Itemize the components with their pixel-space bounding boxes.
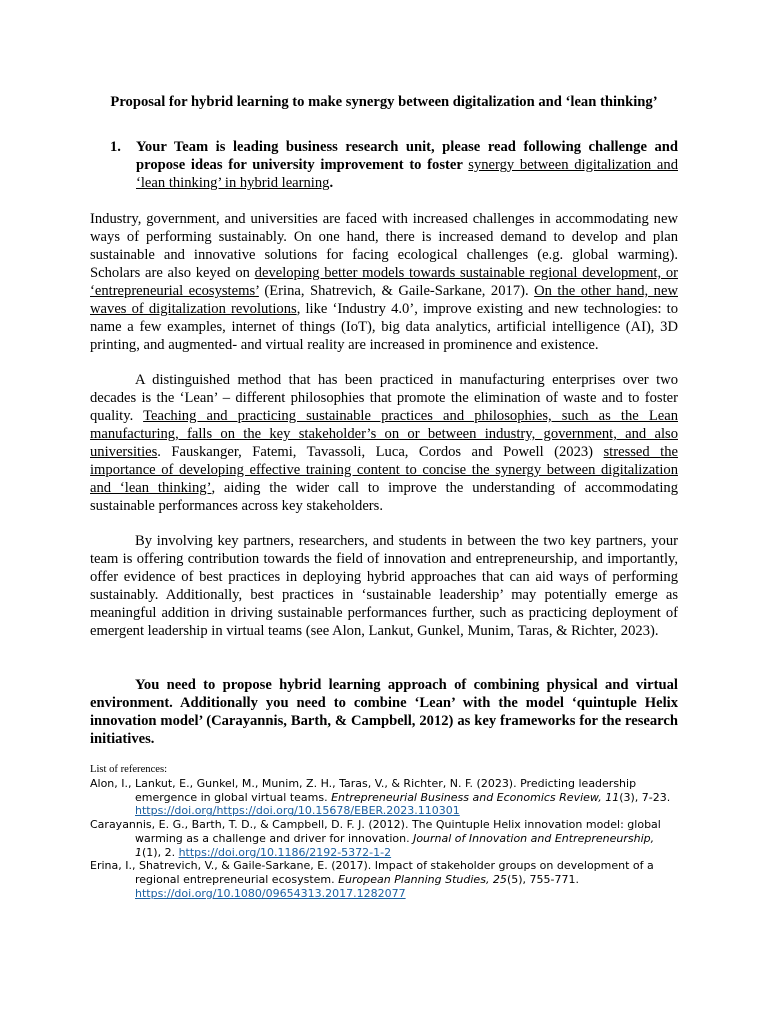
reference-journal: Entrepreneurial Business and Economics Review: [331, 790, 599, 804]
reference-item: [90, 777, 680, 818]
paragraph-4-instruction: [90, 676, 678, 748]
reference-pages: (1), 2.: [142, 845, 179, 859]
reference-item: [90, 859, 680, 900]
reference-journal: European Planning Studies: [338, 872, 486, 886]
reference-link[interactable]: https://doi.org/10.1186/2192-5372-1-2: [178, 845, 392, 859]
paragraph-2: [90, 371, 678, 515]
task-text-main: Your Team is leading business research unit, please read following challenge and propose ideas for university improvement to foster: [136, 139, 678, 173]
reference-text: Carayannis, E. G., Barth, T. D., & Campbell, D. F. J. (2012). The Quintuple Helix innovation model: global warming as a challenge and driver for innovation.: [90, 818, 661, 845]
task-item: [110, 138, 678, 192]
reference-link[interactable]: https://doi.org/https://doi.org/10.15678/EBER.2023.110301: [135, 804, 460, 818]
p1-u1: developing better models towards sustainable regional development, or ‘entrepreneurial ecosystems’: [90, 265, 679, 299]
task-number: 1.: [110, 139, 121, 155]
p2-s3: , aiding the wider call to improve the understanding of accommodating sustainable performances across key stakeholders.: [90, 480, 678, 514]
task-end: .: [329, 175, 334, 191]
reference-text: Alon, I., Lankut, E., Gunkel, M., Munim, Z. H., Taras, V., & Richter, N. F. (2023). Predicting leadership emergence in global virtual teams.: [90, 777, 637, 804]
reference-link[interactable]: https://doi.org/10.1080/09654313.2017.1282077: [135, 886, 406, 900]
p1-u2: On the other hand, new waves of digitalization revolutions: [90, 283, 678, 317]
reference-item: [90, 818, 680, 859]
paragraph-1: [90, 210, 678, 354]
document-title: Proposal for hybrid learning to make synergy between digitalization and ‘lean thinking’: [110, 94, 658, 110]
p1-s1: Industry, government, and universities are faced with increased challenges in accommodating new ways of performing sustainably. On one hand, there is increased demand to develop and plan sustainable and innovative solutions for facing ecological challenges (e.g. global warming). Scholars are also keyed on: [90, 211, 678, 281]
references-heading: List of references:: [90, 764, 168, 775]
reference-volume: , 1: [135, 831, 655, 859]
task-text: [136, 138, 678, 192]
reference-pages: (3), 7-23.: [619, 790, 671, 804]
paragraph-3: [90, 532, 678, 640]
p1-s3: , like ‘Industry 4.0’, improve existing and new technologies: to name a few examples, internet of things (IoT), big data analytics, artificial intelligence (AI), 3D printing, and augmented- and virtual reality are increased in prominence and existence.: [90, 301, 679, 353]
p1-s2: (Erina, Shatrevich, & Gaile-Sarkane, 2017).: [258, 283, 535, 299]
p4-text: You need to propose hybrid learning approach of combining physical and virtual environment. Additionally you need to combine ‘Lean’ with the model ‘quintuple Helix innovation model’ (Carayannis, Barth, & Campbell, 2012) as key frameworks for the research initiatives.: [90, 677, 678, 747]
reference-text: Erina, I., Shatrevich, V., & Gaile-Sarkane, E. (2017). Impact of stakeholder groups on development of a regional entrepreneurial ecosystem.: [90, 859, 654, 886]
p2-u2: stressed the importance of developing effective training content to concise the synergy between digitalization and ‘lean thinking’: [90, 444, 679, 496]
reference-volume: , 11: [598, 790, 620, 804]
reference-journal: Journal of Innovation and Entrepreneurship: [413, 831, 651, 845]
reference-pages: (5), 755-771.: [506, 872, 579, 886]
p3-text: By involving key partners, researchers, and students in between the two key partners, your team is offering contribution towards the field of innovation and entrepreneurship, and importantly, offer evidence of best practices in deploying hybrid approaches that can aid ways of performing sustainably. Additionally, best practices in ‘sustainable leadership’ may potentially emerge as meaningful addition in driving sustainable performances further, such as practicing deployment of emergent leadership in virtual teams (see Alon, Lankut, Gunkel, Munim, Taras, & Richter, 2023).: [90, 533, 678, 639]
task-underlined: synergy between digitalization and ‘lean thinking’ in hybrid learning: [136, 157, 678, 191]
p2-s2: . Fauskanger, Fatemi, Tavassoli, Luca, Cordos and Powell (2023): [157, 444, 604, 460]
p2-s1: A distinguished method that has been practiced in manufacturing enterprises over two decades is the ‘Lean’ – different philosophies that promote the elimination of waste and to foster quality.: [90, 372, 678, 424]
references-section: [90, 763, 680, 900]
reference-volume: , 25: [485, 872, 507, 886]
p2-u1: Teaching and practicing sustainable practices and philosophies, such as the Lean manufacturing, falls on the key stakeholder’s on or between industry, government, and also universities: [90, 408, 679, 460]
